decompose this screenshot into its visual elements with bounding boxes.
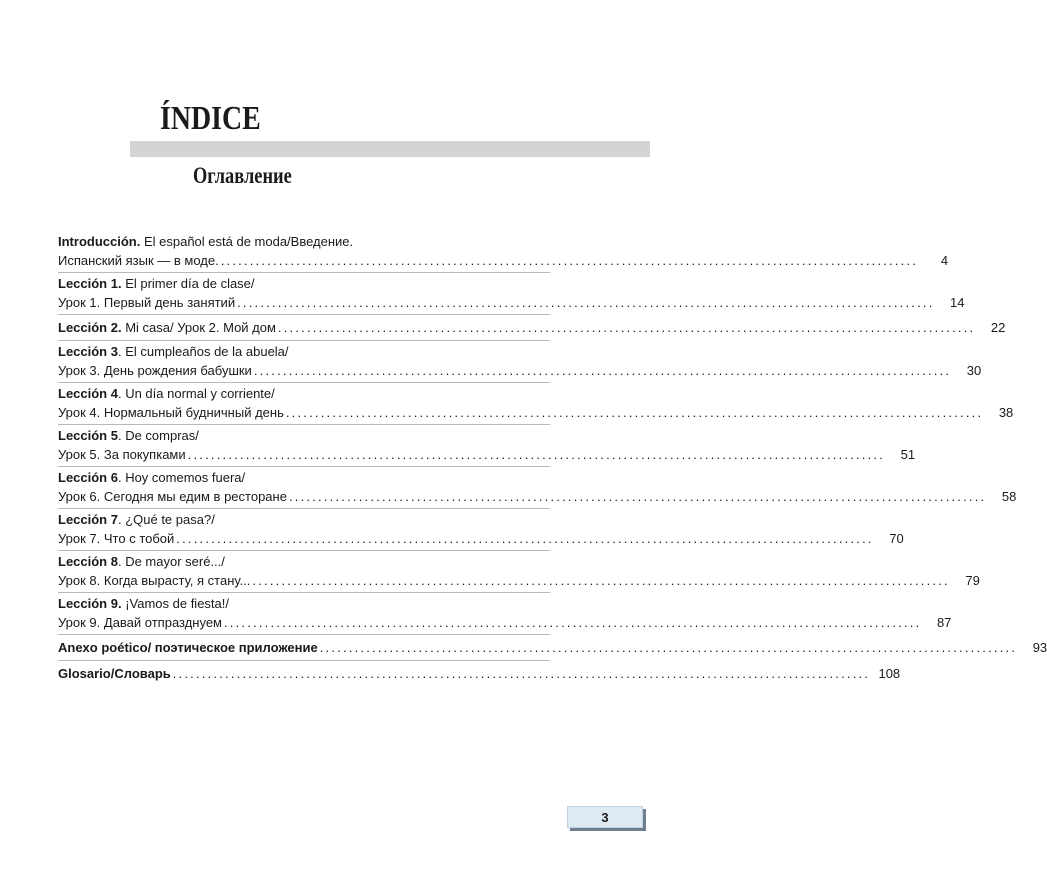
toc-entry-anexo[interactable] [58, 635, 1047, 661]
toc-entry-subtitle: Испанский язык — в моде. [58, 253, 219, 268]
toc-page-number: 22 [990, 320, 1006, 335]
toc-entry-title: . Hoy comemos fuera/ [117, 470, 246, 485]
dot-leader: ........................................................................................................................ [224, 615, 922, 630]
page-title: ÍNDICE [160, 100, 261, 137]
toc-entry-title: . Un día normal y corriente/ [117, 386, 275, 401]
dot-leader: ........................................................................................................................ [237, 295, 935, 310]
toc-page-number: 87 [936, 615, 952, 630]
toc-page-number: 38 [998, 405, 1014, 420]
toc-entry-glosario[interactable] [58, 661, 901, 686]
page-number-badge: 3 [567, 806, 643, 828]
toc-entry-label: Lección 2. [58, 320, 122, 335]
toc-entry-title: . El cumpleaños de la abuela/ [117, 344, 289, 359]
toc-page-number: 51 [900, 447, 916, 462]
toc-entry-subtitle: Урок 3. День рождения бабушки [58, 363, 252, 378]
toc-page-number: 30 [966, 363, 982, 378]
toc-entry-subtitle: Урок 1. Первый день занятий [58, 295, 236, 310]
toc-entry-leccion-3[interactable] [58, 341, 982, 383]
toc-entry-leccion-4[interactable] [58, 383, 1014, 425]
dot-leader: ........................................................................................................................ [277, 320, 976, 335]
toc-entry-label: Introducción. [58, 234, 141, 249]
dot-leader: ........................................................................................................................ [319, 640, 1018, 655]
toc-page-number: 4 [940, 253, 949, 268]
toc-page-number: 58 [1001, 489, 1017, 504]
toc-entry-title: ¡Vamos de fiesta!/ [121, 596, 229, 611]
toc-entry-title: El español está de moda/Введение. [140, 234, 354, 249]
toc-entry-leccion-8[interactable] [58, 551, 980, 593]
toc-entry-title: . ¿Qué te pasa?/ [117, 512, 215, 527]
toc-entry-title: . De compras/ [117, 428, 199, 443]
toc-entry-title: El primer día de clase/ [121, 276, 255, 291]
dot-leader: ........................................................................................................................ [252, 573, 950, 588]
toc-entry-label: Lección 5 [58, 428, 118, 443]
toc-entry-subtitle: Урок 4. Нормальный будничный день [58, 405, 284, 420]
dot-leader: ........................................................................................................................ [176, 531, 874, 546]
toc-entry-leccion-1[interactable] [58, 273, 965, 315]
toc-entry-introduccion[interactable] [58, 231, 949, 273]
toc-entry-leccion-5[interactable] [58, 425, 916, 467]
dot-leader: ........................................................................................................................ [285, 405, 984, 420]
toc-entry-subtitle: Урок 5. За покупками [58, 447, 186, 462]
toc-entry-label: Lección 4 [58, 386, 118, 401]
table-of-contents [58, 231, 1047, 686]
toc-entry-subtitle: Урок 7. Что с тобой [58, 531, 175, 546]
dot-leader: ........................................................................................................................ [288, 489, 987, 504]
toc-entry-label: Anexo poético/ поэтическое приложение [58, 640, 318, 655]
toc-entry-title: Mi casa/ Урок 2. Мой дом [121, 320, 276, 335]
toc-entry-label: Lección 6 [58, 470, 118, 485]
toc-entry-label: Lección 9. [58, 596, 122, 611]
dot-leader: ........................................................................................................................ [172, 666, 871, 681]
toc-entry-label: Lección 8 [58, 554, 118, 569]
title-underline-bar [130, 141, 650, 157]
toc-page-number: 79 [965, 573, 980, 588]
toc-entry-leccion-2[interactable] [58, 315, 1006, 341]
dot-leader: ........................................................................................................................ [187, 447, 886, 462]
page-subtitle: Оглавление [193, 163, 292, 188]
dot-leader: ........................................................................................................................ [220, 253, 919, 268]
toc-page-number: 93 [1032, 640, 1047, 655]
toc-entry-title: . De mayor seré.../ [117, 554, 225, 569]
toc-entry-label: Lección 1. [58, 276, 122, 291]
toc-page-number: 108 [878, 666, 901, 681]
toc-entry-subtitle: Урок 8. Когда вырасту, я стану... [58, 573, 251, 588]
toc-page-number: 14 [950, 295, 965, 310]
toc-entry-subtitle: Урок 9. Давай отпразднуем [58, 615, 222, 630]
toc-entry-leccion-6[interactable] [58, 467, 1017, 509]
toc-entry-label: Lección 3 [58, 344, 118, 359]
toc-entry-label: Lección 7 [58, 512, 118, 527]
toc-entry-leccion-9[interactable] [58, 593, 952, 635]
toc-entry-leccion-7[interactable] [58, 509, 904, 551]
toc-page-number: 70 [889, 531, 904, 546]
toc-entry-label: Glosario/Словарь [58, 666, 171, 681]
dot-leader: ........................................................................................................................ [253, 363, 952, 378]
toc-entry-subtitle: Урок 6. Сегодня мы едим в ресторане [58, 489, 287, 504]
